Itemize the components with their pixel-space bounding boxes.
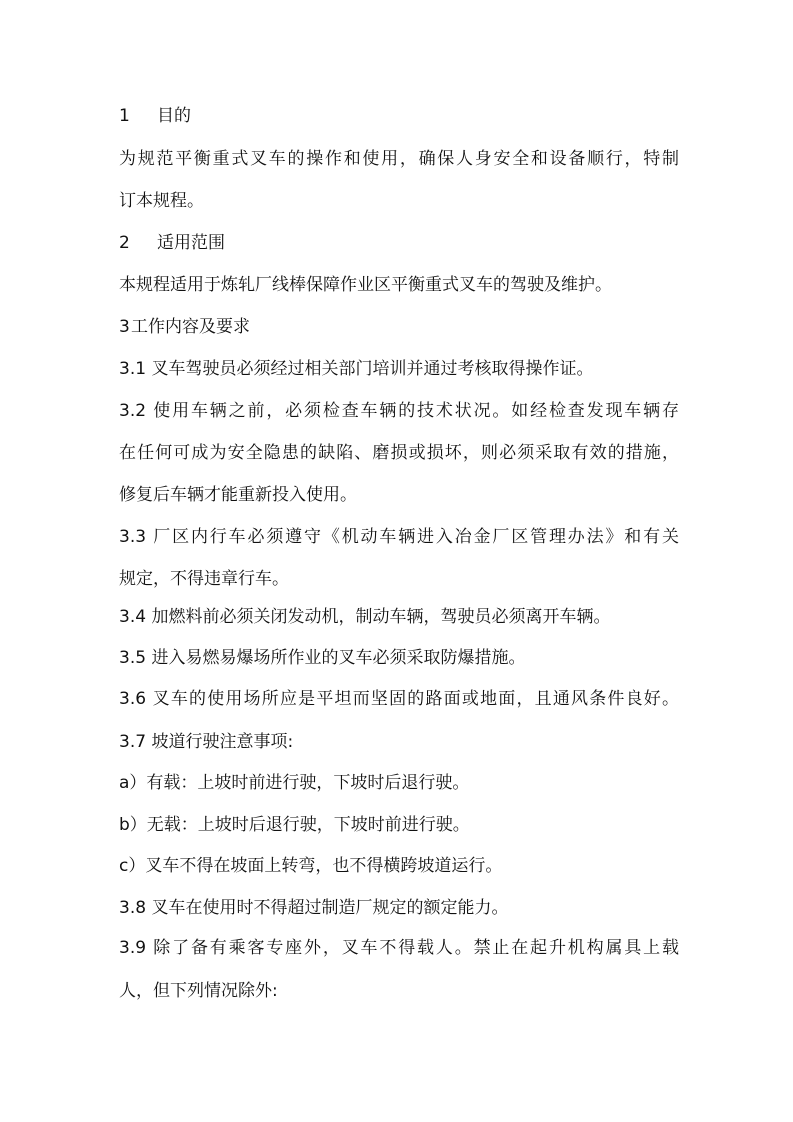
scope-line: 本规程适用于炼轧厂线棒保障作业区平衡重式叉车的驾驶及维护。 <box>119 275 612 295</box>
section-3-number: 3 <box>119 317 130 337</box>
rule-3-7-a: a）有载：上坡时前进行驶，下坡时后退行驶。 <box>119 773 470 793</box>
rule-3-9-line-1: 3.9 除了备有乘客专座外，叉车不得载人。禁止在起升机构属具上载 <box>119 938 679 958</box>
section-3-title: 工作内容及要求 <box>131 317 250 337</box>
rule-3-7-b: b）无载：上坡时后退行驶，下坡时前进行驶。 <box>119 815 470 835</box>
section-3-heading <box>119 312 679 342</box>
rule-3-2-line-2: 在任何可成为安全隐患的缺陷、磨损或损坏，则必须采取有效的措施， <box>119 443 679 463</box>
rule-3-6: 3.6 叉车的使用场所应是平坦而坚固的路面或地面，且通风条件良好。 <box>119 689 679 709</box>
rule-3-2-line-1: 3.2 使用车辆之前，必须检查车辆的技术状况。如经检查发现车辆存 <box>119 401 679 421</box>
purpose-line-2: 订本规程。 <box>119 191 204 211</box>
section-1-number: 1 <box>119 106 130 126</box>
rule-3-3-line-1: 3.3 厂区内行车必须遵守《机动车辆进入冶金厂区管理办法》和有关 <box>119 527 679 547</box>
section-2-number: 2 <box>119 233 130 253</box>
section-1-title: 目的 <box>157 106 191 126</box>
purpose-line-1: 为规范平衡重式叉车的操作和使用，确保人身安全和设备顺行，特制 <box>119 149 679 169</box>
rule-3-1: 3.1 叉车驾驶员必须经过相关部门培训并通过考核取得操作证。 <box>119 359 594 379</box>
rule-3-5: 3.5 进入易燃易爆场所作业的叉车必须采取防爆措施。 <box>119 648 526 668</box>
rule-3-7-c: c）叉车不得在坡面上转弯，也不得横跨坡道运行。 <box>119 856 503 876</box>
section-2-heading <box>119 228 679 258</box>
rule-3-4: 3.4 加燃料前必须关闭发动机，制动车辆，驾驶员必须离开车辆。 <box>119 607 611 627</box>
rule-3-8: 3.8 叉车在使用时不得超过制造厂规定的额定能力。 <box>119 898 509 918</box>
rule-3-2-line-3: 修复后车辆才能重新投入使用。 <box>119 485 357 505</box>
rule-3-3-line-2: 规定，不得违章行车。 <box>119 569 289 589</box>
section-1-heading <box>119 101 679 131</box>
rule-3-9-line-2: 人，但下列情况除外: <box>119 981 278 1001</box>
section-2-title: 适用范围 <box>157 233 225 253</box>
rule-3-7: 3.7 坡道行驶注意事项: <box>119 732 294 752</box>
